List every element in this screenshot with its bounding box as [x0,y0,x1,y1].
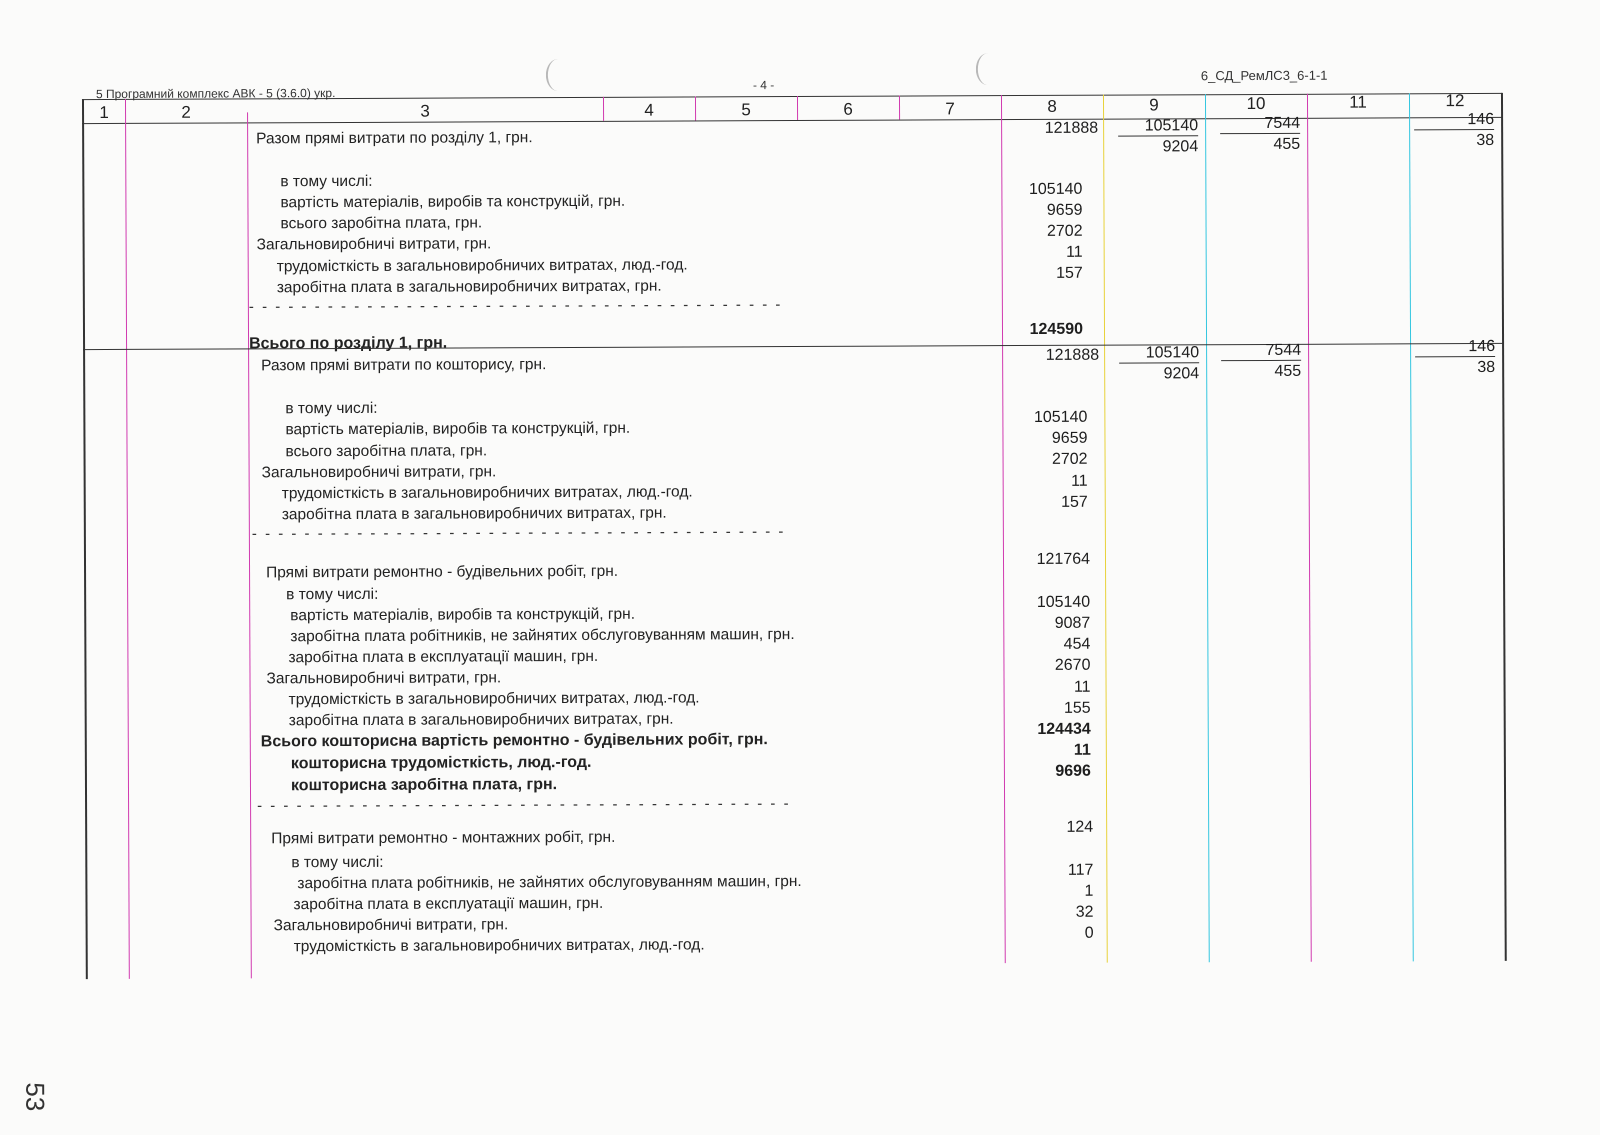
construction-materials-c8: 105140 [1036,593,1091,611]
dashed-separator: - - - - - - - - - - - - - - - - - - - - - - - - - - - - - - - - - - - - - - - - - [248,296,783,316]
construction-est-wages-label: кошторисна заробітна плата, грн. [290,776,558,795]
construction-overhead-c8: 2670 [1054,656,1091,674]
installation-machines-label: заробітна плата в експлуатації машин, грн. [293,894,604,914]
construction-oh-wages-c8: 155 [1063,699,1091,717]
section1-direct-total-c8: 121888 [1044,119,1099,137]
program-header: 5 Програмний комплекс АВК - 5 (3.6.0) укр. [95,86,336,102]
column-header-8: 8 [1047,96,1057,116]
column-divider [1103,95,1108,963]
construction-est-labor-c8: 11 [1073,741,1091,759]
section1-labor-c8: 11 [1066,243,1083,261]
estimate-overhead-c8: 2702 [1051,450,1088,468]
estimate-labor-c8: 11 [1071,472,1088,490]
estimate-incl-label: в тому числі: [285,399,378,418]
installation-overhead-c8: 32 [1075,903,1094,921]
construction-overhead-label: Загальновиробничі витрати, грн. [266,669,502,688]
estimate-wages-label: всього заробітна плата, грн. [285,442,488,461]
construction-total-c8: 124434 [1037,720,1091,738]
section1-total-c8: 124590 [1029,320,1084,338]
section1-materials-c8: 105140 [1028,180,1083,198]
estimate-materials-c8: 105140 [1033,408,1088,426]
section1-total-label: Всього по розділу 1, грн. [249,334,448,353]
section1-incl-label: в тому числі: [280,172,373,191]
construction-est-labor-label: кошторисна трудомісткість, люд.-год. [290,753,592,773]
column-divider [1307,94,1312,962]
column-header-7: 7 [945,99,955,119]
dashed-separator: - - - - - - - - - - - - - - - - - - - - - - - - - - - - - - - - - - - - - - - - - [251,523,786,543]
construction-labor-c8: 11 [1073,678,1091,696]
punch-hole-mark [546,59,570,91]
column-divider [603,97,604,121]
section1-direct-total-c10a: 7544 [1220,115,1300,134]
estimate-direct-total-c9a: 105140 [1119,344,1199,363]
construction-direct-c8: 121764 [1036,550,1091,568]
estimate-direct-total-c10a: 7544 [1221,342,1301,361]
installation-labor-label: трудомісткість в загальновиробничих витратах, люд.-год. [293,936,705,956]
construction-machines-label: заробітна плата в експлуатації машин, грн. [288,647,599,667]
section1-wages-c8: 9659 [1046,201,1083,219]
column-header-5: 5 [741,100,751,120]
section1-wages-label: всього заробітна плата, грн. [280,214,483,233]
construction-total-label: Всього кошторисна вартість ремонтно - будівельних робіт, грн. [260,731,768,751]
column-header-4: 4 [644,100,654,120]
construction-workers-label: заробітна плата робітників, не зайнятих обслуговуванням машин, грн. [290,626,795,646]
construction-incl-label: в тому числі: [286,585,379,604]
section1-oh-wages-c8: 157 [1056,264,1083,282]
installation-workers-label: заробітна плата робітників, не зайнятих обслуговуванням машин, грн. [297,872,802,893]
punch-hole-mark [976,53,1000,85]
section1-materials-label: вартість матеріалів, виробів та конструкцій, грн. [280,192,626,212]
estimate-wages-c8: 9659 [1051,429,1088,447]
section1-direct-total-c9b: 9204 [1162,138,1199,156]
estimate-oh-wages-c8: 157 [1061,493,1088,511]
column-divider [247,112,252,978]
construction-est-wages-c8: 9696 [1055,762,1091,780]
installation-labor-c8: 0 [1084,924,1094,942]
page-number: - 4 - [752,78,775,93]
construction-materials-label: вартість матеріалів, виробів та конструкцій, грн. [290,605,636,625]
column-divider [1409,93,1414,961]
column-divider [899,96,900,120]
construction-direct-label: Прямі витрати ремонтно - будівельних робіт, грн. [266,562,619,582]
estimate-labor-label: трудомісткість в загальновиробничих витратах, люд.-год. [281,483,693,503]
section1-labor-label: трудомісткість в загальновиробничих витратах, люд.-год. [276,256,688,276]
installation-direct-label: Прямі витрати ремонтно - монтажних робіт, грн. [271,828,616,848]
section1-direct-total-c9a: 105140 [1118,117,1198,136]
section1-direct-total-label: Разом прямі витрати по розділу 1, грн. [256,129,533,148]
estimate-direct-total-c9b: 9204 [1163,365,1200,383]
installation-workers-c8: 117 [1067,861,1094,879]
column-header-10: 10 [1246,93,1266,114]
installation-direct-c8: 124 [1066,818,1094,836]
estimate-direct-total-c12a: 146 [1415,338,1495,357]
column-header-2: 2 [181,102,191,122]
section1-oh-wages-label: заробітна плата в загальновиробничих витратах, грн. [276,277,662,297]
estimate-direct-total-c8: 121888 [1045,346,1100,364]
estimate-direct-total-label: Разом прямі витрати по кошторису, грн. [261,356,547,375]
column-divider [797,96,798,120]
margin-page-note: 53 [20,1082,51,1112]
construction-workers-c8: 9087 [1054,614,1091,632]
construction-oh-wages-label: заробітна плата в загальновиробничих витратах, грн. [288,710,674,730]
section1-overhead-label: Загальновиробничі витрати, грн. [256,235,492,254]
column-header-11: 11 [1349,92,1367,112]
document-code: 6_СД_РемЛС3_6-1-1 [1200,67,1328,84]
installation-machines-c8: 1 [1084,882,1094,900]
column-header-3: 3 [420,101,430,121]
section1-direct-total-c12b: 38 [1476,131,1495,150]
estimate-materials-label: вартість матеріалів, виробів та конструкцій, грн. [285,419,631,439]
section1-direct-total-c12a: 146 [1414,111,1494,130]
section1-direct-total-c10b: 455 [1273,135,1301,153]
column-header-9: 9 [1149,95,1159,115]
table-right-border [1501,93,1507,961]
column-divider [125,99,130,979]
section1-overhead-c8: 2702 [1046,222,1083,240]
estimate-direct-total-c12b: 38 [1477,358,1496,377]
column-header-1: 1 [99,103,109,123]
estimate-overhead-label: Загальновиробничі витрати, грн. [261,463,497,482]
construction-machines-c8: 454 [1063,635,1091,653]
column-header-6: 6 [843,99,853,119]
column-header-12: 12 [1445,91,1465,111]
column-divider [695,96,696,120]
installation-overhead-label: Загальновиробничі витрати, грн. [273,916,509,935]
installation-incl-label: в тому числі: [291,853,384,872]
column-divider [1205,94,1210,962]
estimate-oh-wages-label: заробітна плата в загальновиробничих витратах, грн. [281,504,667,524]
column-divider [82,99,88,979]
estimate-direct-total-c10b: 455 [1274,362,1302,380]
dashed-separator: - - - - - - - - - - - - - - - - - - - - - - - - - - - - - - - - - - - - - - - - - [257,795,791,815]
construction-labor-label: трудомісткість в загальновиробничих витратах, люд.-год. [288,689,700,709]
